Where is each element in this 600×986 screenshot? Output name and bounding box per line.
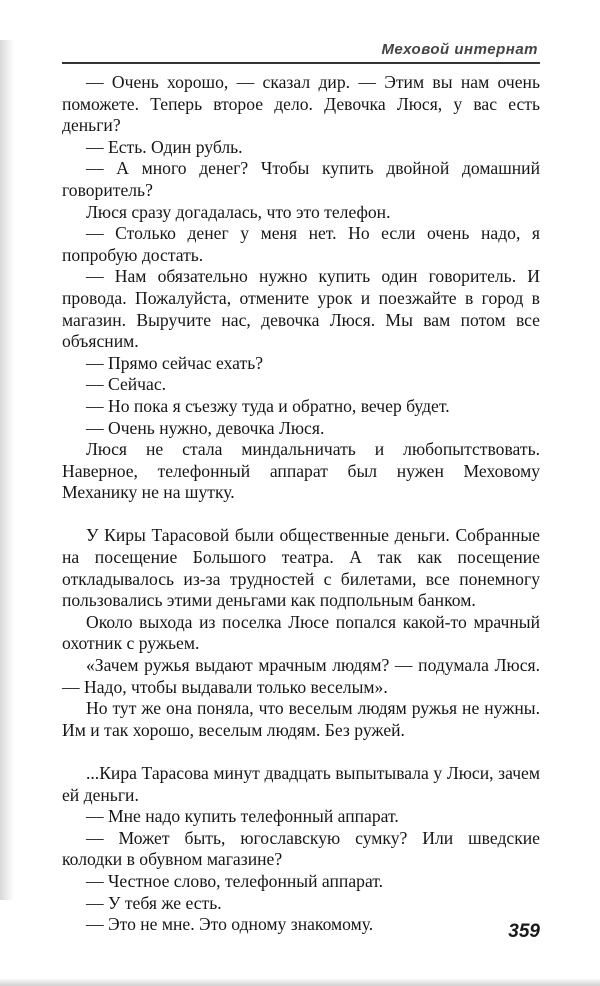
- body-text: [62, 72, 540, 936]
- paragraph: — Очень нужно, девочка Люся.: [86, 417, 325, 438]
- paragraph: Люся сразу догадалась, что это телефон.: [86, 201, 391, 222]
- paragraph: Люся не стала миндальничать и любопытствовать. Наверное, телефонный аппарат был нужен Меховому Механику не на шутку.: [62, 439, 540, 503]
- paragraph: — Мне надо купить телефонный аппарат.: [86, 806, 399, 827]
- paragraph: — Есть. Один рубль.: [86, 136, 243, 157]
- section-break: [62, 741, 540, 763]
- paragraph: — Сейчас.: [86, 374, 167, 395]
- running-title: Меховой интернат: [381, 41, 538, 58]
- paragraph: — Очень хорошо, — сказал дир. — Этим вы нам очень поможете. Теперь второе дело. Девочка Люся, у вас есть деньги?: [62, 72, 540, 136]
- paragraph: — Прямо сейчас ехать?: [86, 352, 264, 373]
- paragraph: — Нам обязательно нужно купить один говоритель. И провода. Пожалуйста, отмените урок и поезжайте в город в магазин. Выручите нас, девочка Люся. Мы вам потом все объясним.: [62, 266, 540, 352]
- paragraph: У Киры Тарасовой были общественные деньги. Собранные на посещение Большого театра. А так как посещение откладывалось из-за трудностей с билетами, все понемногу пользовались этими деньгами как подпольным банком.: [62, 525, 540, 611]
- paragraph: — Но пока я съезжу туда и обратно, вечер будет.: [86, 395, 450, 416]
- paragraph: — А много денег? Чтобы купить двойной домашний говоритель?: [62, 158, 540, 200]
- scan-edge-shadow: [0, 40, 14, 900]
- paragraph: ...Кира Тарасова минут двадцать выпытывала у Люси, зачем ей деньги.: [62, 763, 540, 805]
- paragraph: — Может быть, югославскую сумку? Или шведские колодки в обувном магазине?: [62, 827, 540, 870]
- paragraph: «Зачем ружья выдают мрачным людям? — подумала Люся. — Надо, чтобы выдавали только веселым».: [62, 655, 540, 697]
- section-break: [62, 504, 540, 526]
- scan-bottom-edge: [0, 978, 600, 986]
- paragraph: Но тут же она поняла, что веселым людям ружья не нужны. Им и так хорошо, веселым людям. Без ружей.: [62, 698, 540, 740]
- paragraph: — У тебя же есть.: [86, 892, 222, 913]
- paragraph: — Это не мне. Это одному знакомому.: [86, 914, 374, 935]
- paragraph: — Столько денег у меня нет. Но если очень надо, я попробую достать.: [62, 223, 540, 265]
- running-head: [62, 40, 540, 64]
- page-number: 359: [508, 921, 540, 942]
- paragraph: — Честное слово, телефонный аппарат.: [86, 870, 384, 891]
- paragraph: Около выхода из поселка Люсе попался какой-то мрачный охотник с ружьем.: [62, 611, 540, 654]
